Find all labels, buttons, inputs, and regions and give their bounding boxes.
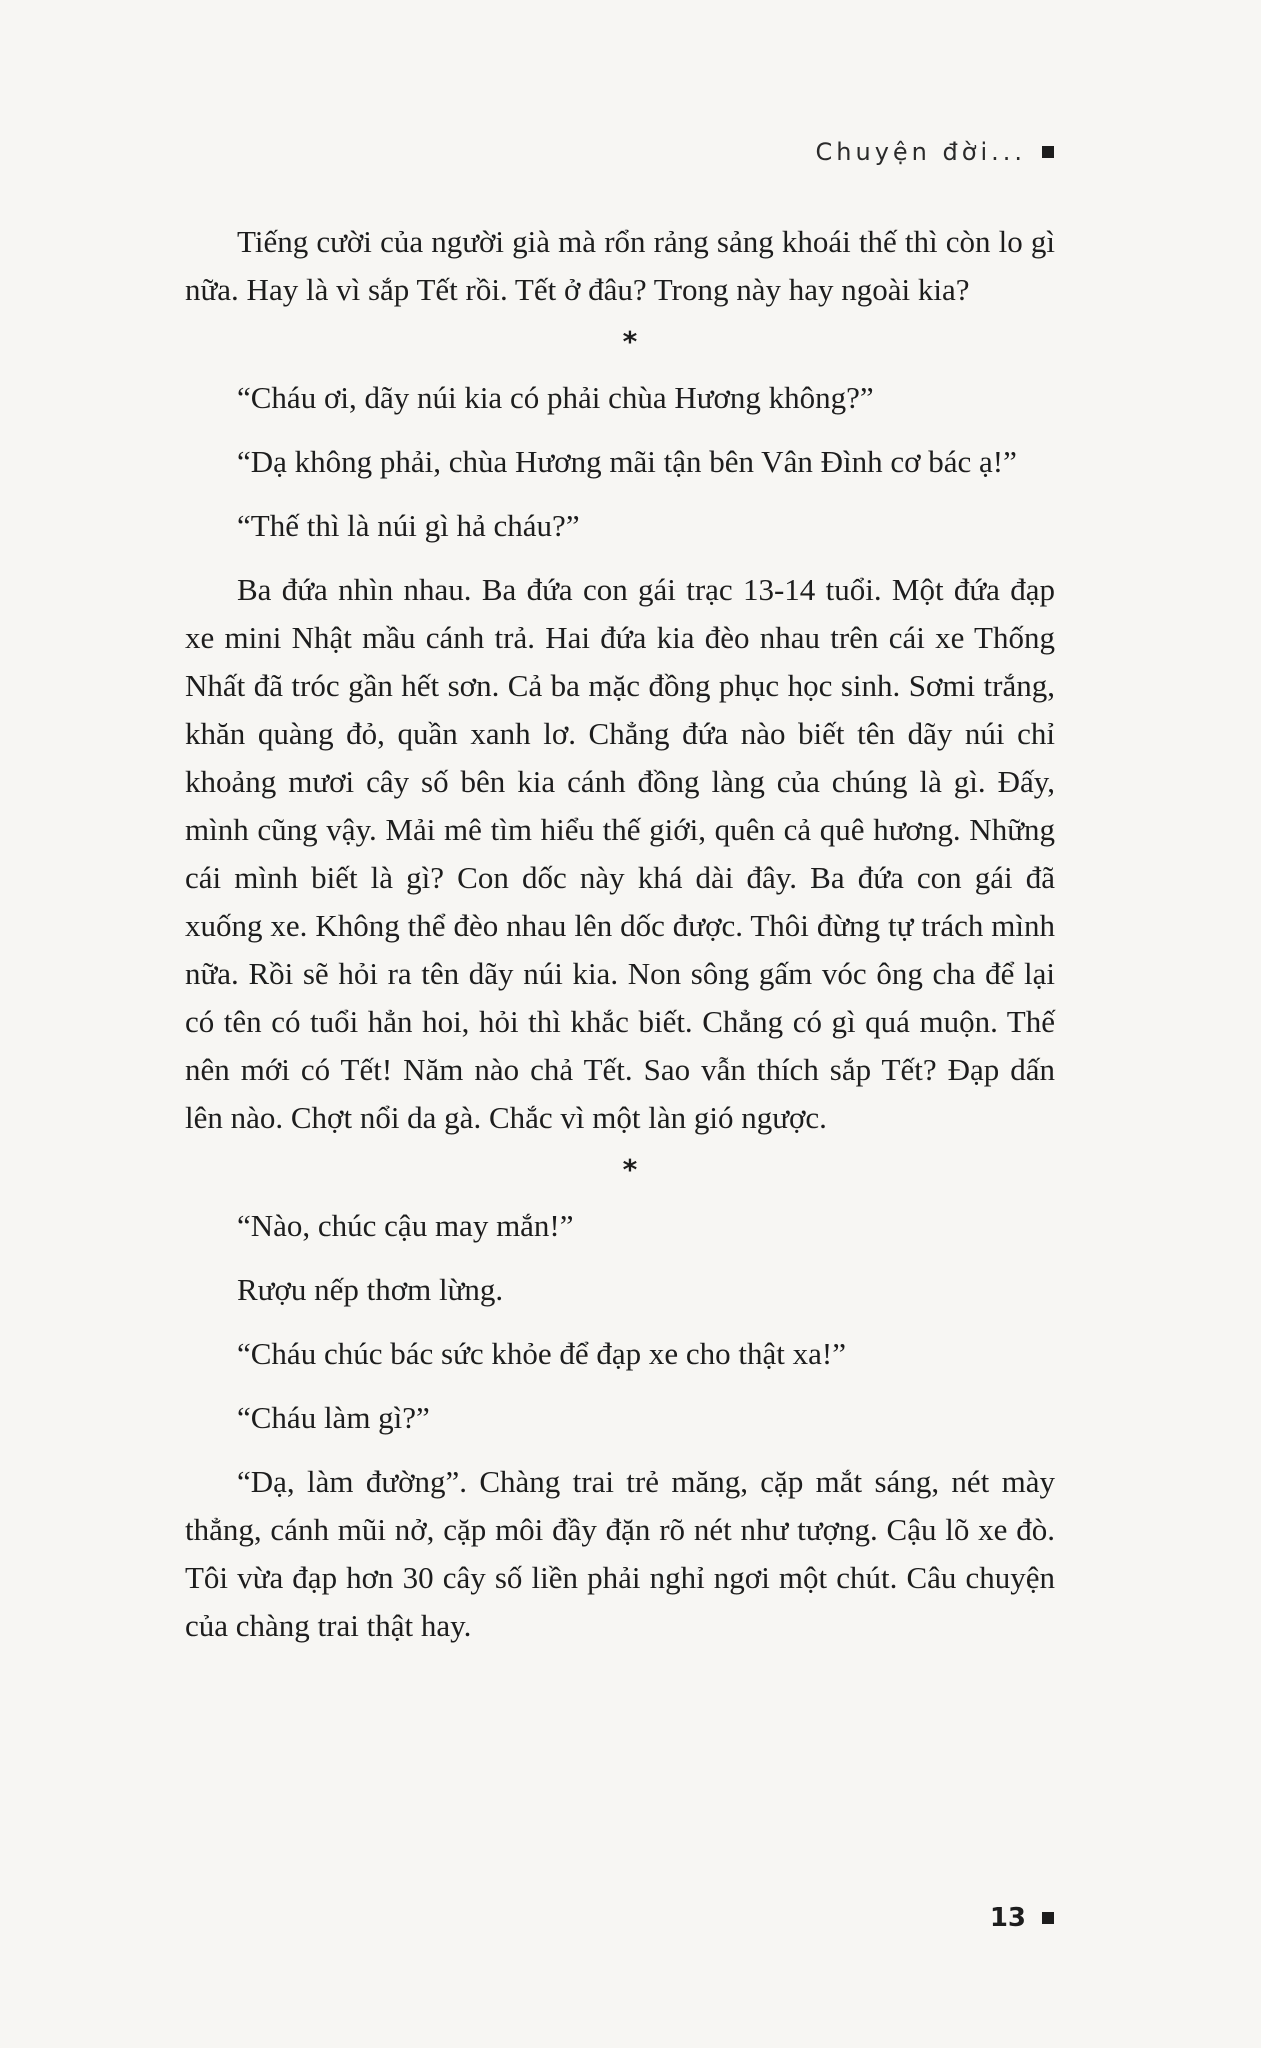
section-separator: * xyxy=(622,1153,638,1186)
page-footer xyxy=(990,1903,1054,1933)
page-body xyxy=(185,218,1055,1666)
section-separator: * xyxy=(622,325,638,358)
header-square-icon xyxy=(1042,146,1054,158)
paragraph: Tiếng cười của người già mà rổn rảng sảng khoái thế thì còn lo gì nữa. Hay là vì sắp Tết rồi. Tết ở đâu? Trong này hay ngoài kia? xyxy=(185,224,1055,307)
paragraph: “Nào, chúc cậu may mắn!” xyxy=(237,1208,574,1243)
paragraph: Rượu nếp thơm lừng. xyxy=(237,1272,504,1307)
paragraph: “Cháu làm gì?” xyxy=(237,1400,430,1435)
page-number: 13 xyxy=(989,1903,1026,1933)
paragraph: “Cháu chúc bác sức khỏe để đạp xe cho thật xa!” xyxy=(237,1336,846,1371)
paragraph: “Thế thì là núi gì hả cháu?” xyxy=(237,508,580,543)
footer-square-icon xyxy=(1042,1912,1054,1924)
paragraph: Ba đứa nhìn nhau. Ba đứa con gái trạc 13-14 tuổi. Một đứa đạp xe mini Nhật mầu cánh trả. Hai đứa kia đèo nhau trên cái xe Thống Nhất đã tróc gần hết sơn. Cả ba mặc đồng phục học sinh. Sơmi trắng, khăn quàng đỏ, quần xanh lơ. Chẳng đứa nào biết tên dãy núi chỉ khoảng mươi cây số bên kia cánh đồng làng của chúng là gì. Đấy, mình cũng vậy. Mải mê tìm hiểu thế giới, quên cả quê hương. Những cái mình biết là gì? Con dốc này khá dài đây. Ba đứa con gái đã xuống xe. Không thể đèo nhau lên dốc được. Thôi đừng tự trách mình nữa. Rồi sẽ hỏi ra tên dãy núi kia. Non sông gấm vóc ông cha để lại có tên có tuổi hẳn hoi, hỏi thì khắc biết. Chẳng có gì quá muộn. Thế nên mới có Tết! Năm nào chả Tết. Sao vẫn thích sắp Tết? Đạp dấn lên nào. Chợt nổi da gà. Chắc vì một làn gió ngược. xyxy=(185,572,1055,1135)
running-title: Chuyện đời... xyxy=(815,138,1026,166)
running-header xyxy=(816,138,1054,166)
paragraph: “Cháu ơi, dãy núi kia có phải chùa Hương không?” xyxy=(237,380,874,415)
paragraph: “Dạ, làm đường”. Chàng trai trẻ măng, cặp mắt sáng, nét mày thẳng, cánh mũi nở, cặp môi đầy đặn rõ nét như tượng. Cậu lõ xe đò. Tôi vừa đạp hơn 30 cây số liền phải nghỉ ngơi một chút. Câu chuyện của chàng trai thật hay. xyxy=(185,1464,1055,1643)
paragraph: “Dạ không phải, chùa Hương mãi tận bên Vân Đình cơ bác ạ!” xyxy=(237,444,1017,479)
